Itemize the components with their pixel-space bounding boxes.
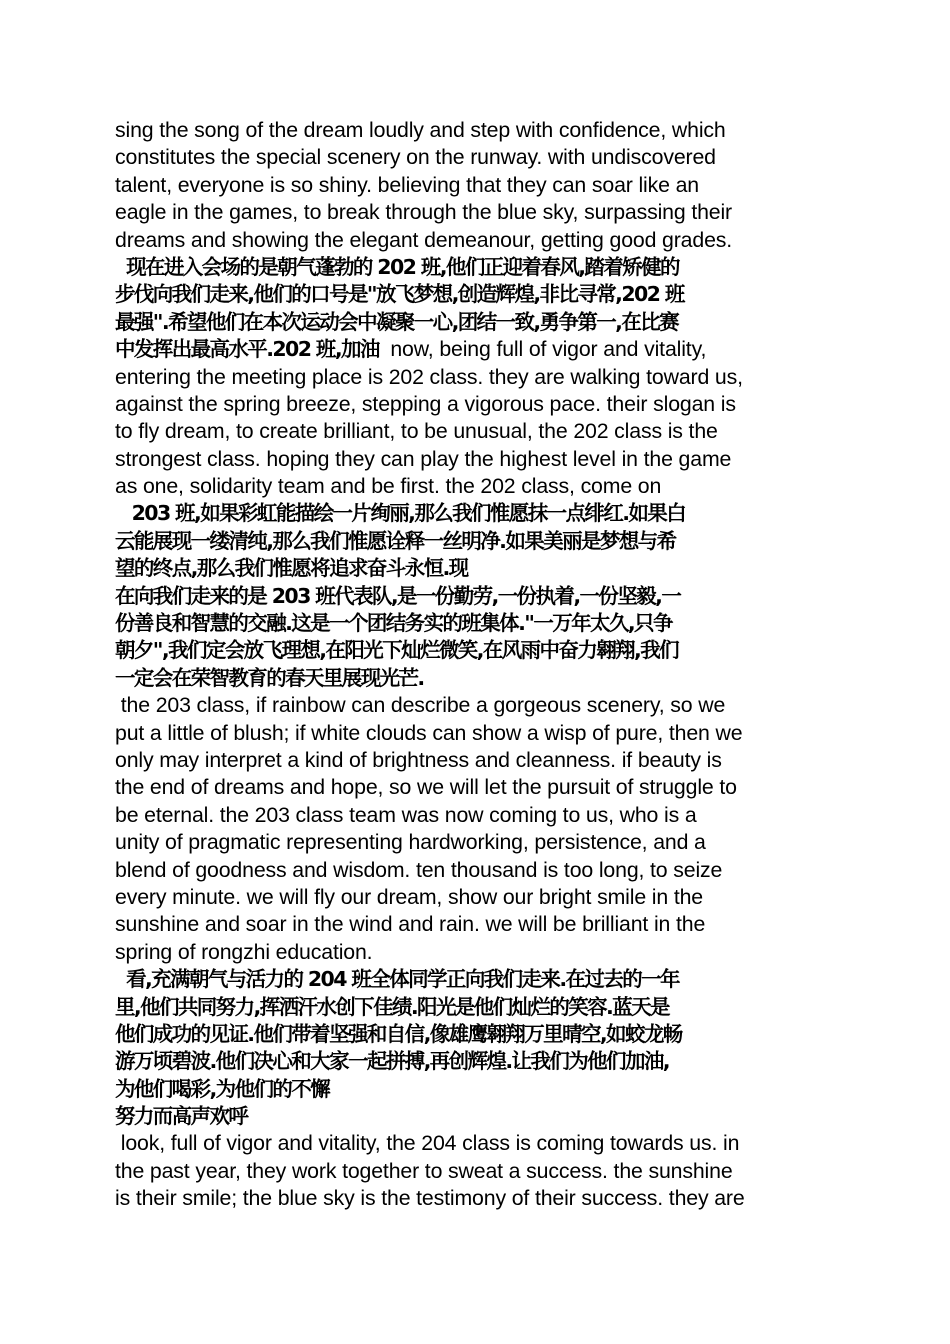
- english-text: only may interpret a kind of brightness and cleanness. if beauty is: [115, 747, 722, 772]
- text-line: [115, 391, 840, 418]
- chinese-text: 份善良和智慧的交融.这是一个团结务实的班集体."一万年太久,只争: [115, 611, 672, 636]
- text-line: [115, 802, 840, 829]
- english-text: against the spring breeze, stepping a vigorous pace. their slogan is: [115, 391, 736, 416]
- english-text: be eternal. the 203 class team was now coming to us, who is a: [115, 802, 697, 827]
- text-line: [115, 1130, 840, 1157]
- english-text: the 203 class, if rainbow can describe a gorgeous scenery, so we: [115, 693, 726, 718]
- text-line: [115, 939, 840, 966]
- text-line: [115, 199, 840, 226]
- text-line: [115, 857, 840, 884]
- text-line: [115, 774, 840, 801]
- text-line: [115, 473, 840, 500]
- text-line: [115, 172, 840, 199]
- text-line: [115, 911, 840, 938]
- english-text: is their smile; the blue sky is the testimony of their success. they are: [115, 1186, 745, 1211]
- text-line: [115, 281, 840, 308]
- text-line: [115, 692, 840, 719]
- english-text: sing the song of the dream loudly and step with confidence, which: [115, 118, 726, 142]
- chinese-text: 里,他们共同努力,挥洒汗水创下佳绩.阳光是他们灿烂的笑容.蓝天是: [115, 994, 669, 1019]
- text-line: [115, 1021, 840, 1048]
- text-line: [115, 610, 840, 637]
- chinese-text: 在向我们走来的是 203 班代表队,是一份勤劳,一份执着,一份坚毅,一: [115, 583, 681, 608]
- text-line: [115, 747, 840, 774]
- chinese-text: 看,充满朝气与活力的 204 班全体同学正向我们走来.在过去的一年: [115, 967, 679, 992]
- text-line: [115, 418, 840, 445]
- chinese-text: 步伐向我们走来,他们的口号是"放飞梦想,创造辉煌,非比寻常,202 班: [115, 282, 684, 307]
- english-text: blend of goodness and wisdom. ten thousand is too long, to seize: [115, 857, 723, 882]
- english-text: to fly dream, to create brilliant, to be unusual, the 202 class is the: [115, 419, 718, 444]
- english-text: every minute. we will fly our dream, show our bright smile in the: [115, 884, 703, 909]
- text-line: [115, 1103, 840, 1130]
- text-line: [115, 994, 840, 1021]
- english-text: now, being full of vigor and vitality,: [378, 337, 707, 362]
- english-text: strongest class. hoping they can play the highest level in the game: [115, 446, 732, 471]
- english-text: talent, everyone is so shiny. believing that they can soar like an: [115, 172, 699, 197]
- text-line: [115, 1185, 840, 1212]
- chinese-text: 为他们喝彩,为他们的不懈: [115, 1076, 330, 1101]
- chinese-text: 现在进入会场的是朝气蓬勃的 202 班,他们正迎着春风,踏着矫健的: [115, 254, 679, 279]
- chinese-text: 游万顷碧波.他们决心和大家一起拼搏,再创辉煌.让我们为他们加油,: [115, 1049, 669, 1074]
- english-text: the end of dreams and hope, so we will let the pursuit of struggle to: [115, 775, 737, 800]
- text-line: [115, 227, 840, 254]
- chinese-text: 中发挥出最高水平.202 班,加油: [115, 337, 379, 362]
- text-line: [115, 144, 840, 171]
- text-line: [115, 1076, 840, 1103]
- text-line: [115, 583, 840, 610]
- english-text: the past year, they work together to sweat a success. the sunshine: [115, 1158, 733, 1183]
- document-body: [115, 117, 840, 1213]
- text-line: [115, 966, 840, 993]
- english-text: dreams and showing the elegant demeanour, getting good grades.: [115, 227, 733, 252]
- text-line: [115, 117, 840, 144]
- chinese-text: 203 班,如果彩虹能描绘一片绚丽,那么我们惟愿抹一点绯红.如果白: [115, 501, 686, 526]
- text-line: [115, 555, 840, 582]
- chinese-text: 最强".希望他们在本次运动会中凝聚一心,团结一致,勇争第一,在比赛: [115, 309, 679, 334]
- text-line: [115, 884, 840, 911]
- english-text: entering the meeting place is 202 class. they are walking toward us,: [115, 364, 743, 389]
- text-line: [115, 1048, 840, 1075]
- text-line: [115, 1158, 840, 1185]
- english-text: unity of pragmatic representing hardworking, persistence, and a: [115, 830, 706, 855]
- text-line: [115, 254, 840, 281]
- chinese-text: 望的终点,那么我们惟愿将追求奋斗永恒.现: [115, 556, 468, 581]
- english-text: spring of rongzhi education.: [115, 939, 373, 964]
- chinese-text: 云能展现一缕清纯,那么我们惟愿诠释一丝明净.如果美丽是梦想与希: [115, 528, 676, 553]
- chinese-text: 一定会在荣智教育的春天里展现光芒.: [115, 665, 424, 690]
- text-line: [115, 637, 840, 664]
- english-text: put a little of blush; if white clouds can show a wisp of pure, then we: [115, 720, 743, 745]
- chinese-text: 他们成功的见证.他们带着坚强和自信,像雄鹰翱翔万里晴空,如蛟龙畅: [115, 1021, 682, 1046]
- text-line: [115, 829, 840, 856]
- english-text: eagle in the games, to break through the blue sky, surpassing their: [115, 200, 733, 225]
- english-text: sunshine and soar in the wind and rain. we will be brilliant in the: [115, 912, 706, 937]
- english-text: as one, solidarity team and be first. the 202 class, come on: [115, 474, 662, 499]
- text-line: [115, 336, 840, 363]
- english-text: look, full of vigor and vitality, the 204 class is coming towards us. in: [115, 1131, 740, 1156]
- text-line: [115, 528, 840, 555]
- english-text: constitutes the special scenery on the runway. with undiscovered: [115, 145, 716, 170]
- text-line: [115, 446, 840, 473]
- text-line: [115, 309, 840, 336]
- text-line: [115, 665, 840, 692]
- chinese-text: 努力而高声欢呼: [115, 1104, 248, 1129]
- text-line: [115, 364, 840, 391]
- text-line: [115, 500, 840, 527]
- text-line: [115, 720, 840, 747]
- chinese-text: 朝夕",我们定会放飞理想,在阳光下灿烂微笑,在风雨中奋力翱翔,我们: [115, 638, 679, 663]
